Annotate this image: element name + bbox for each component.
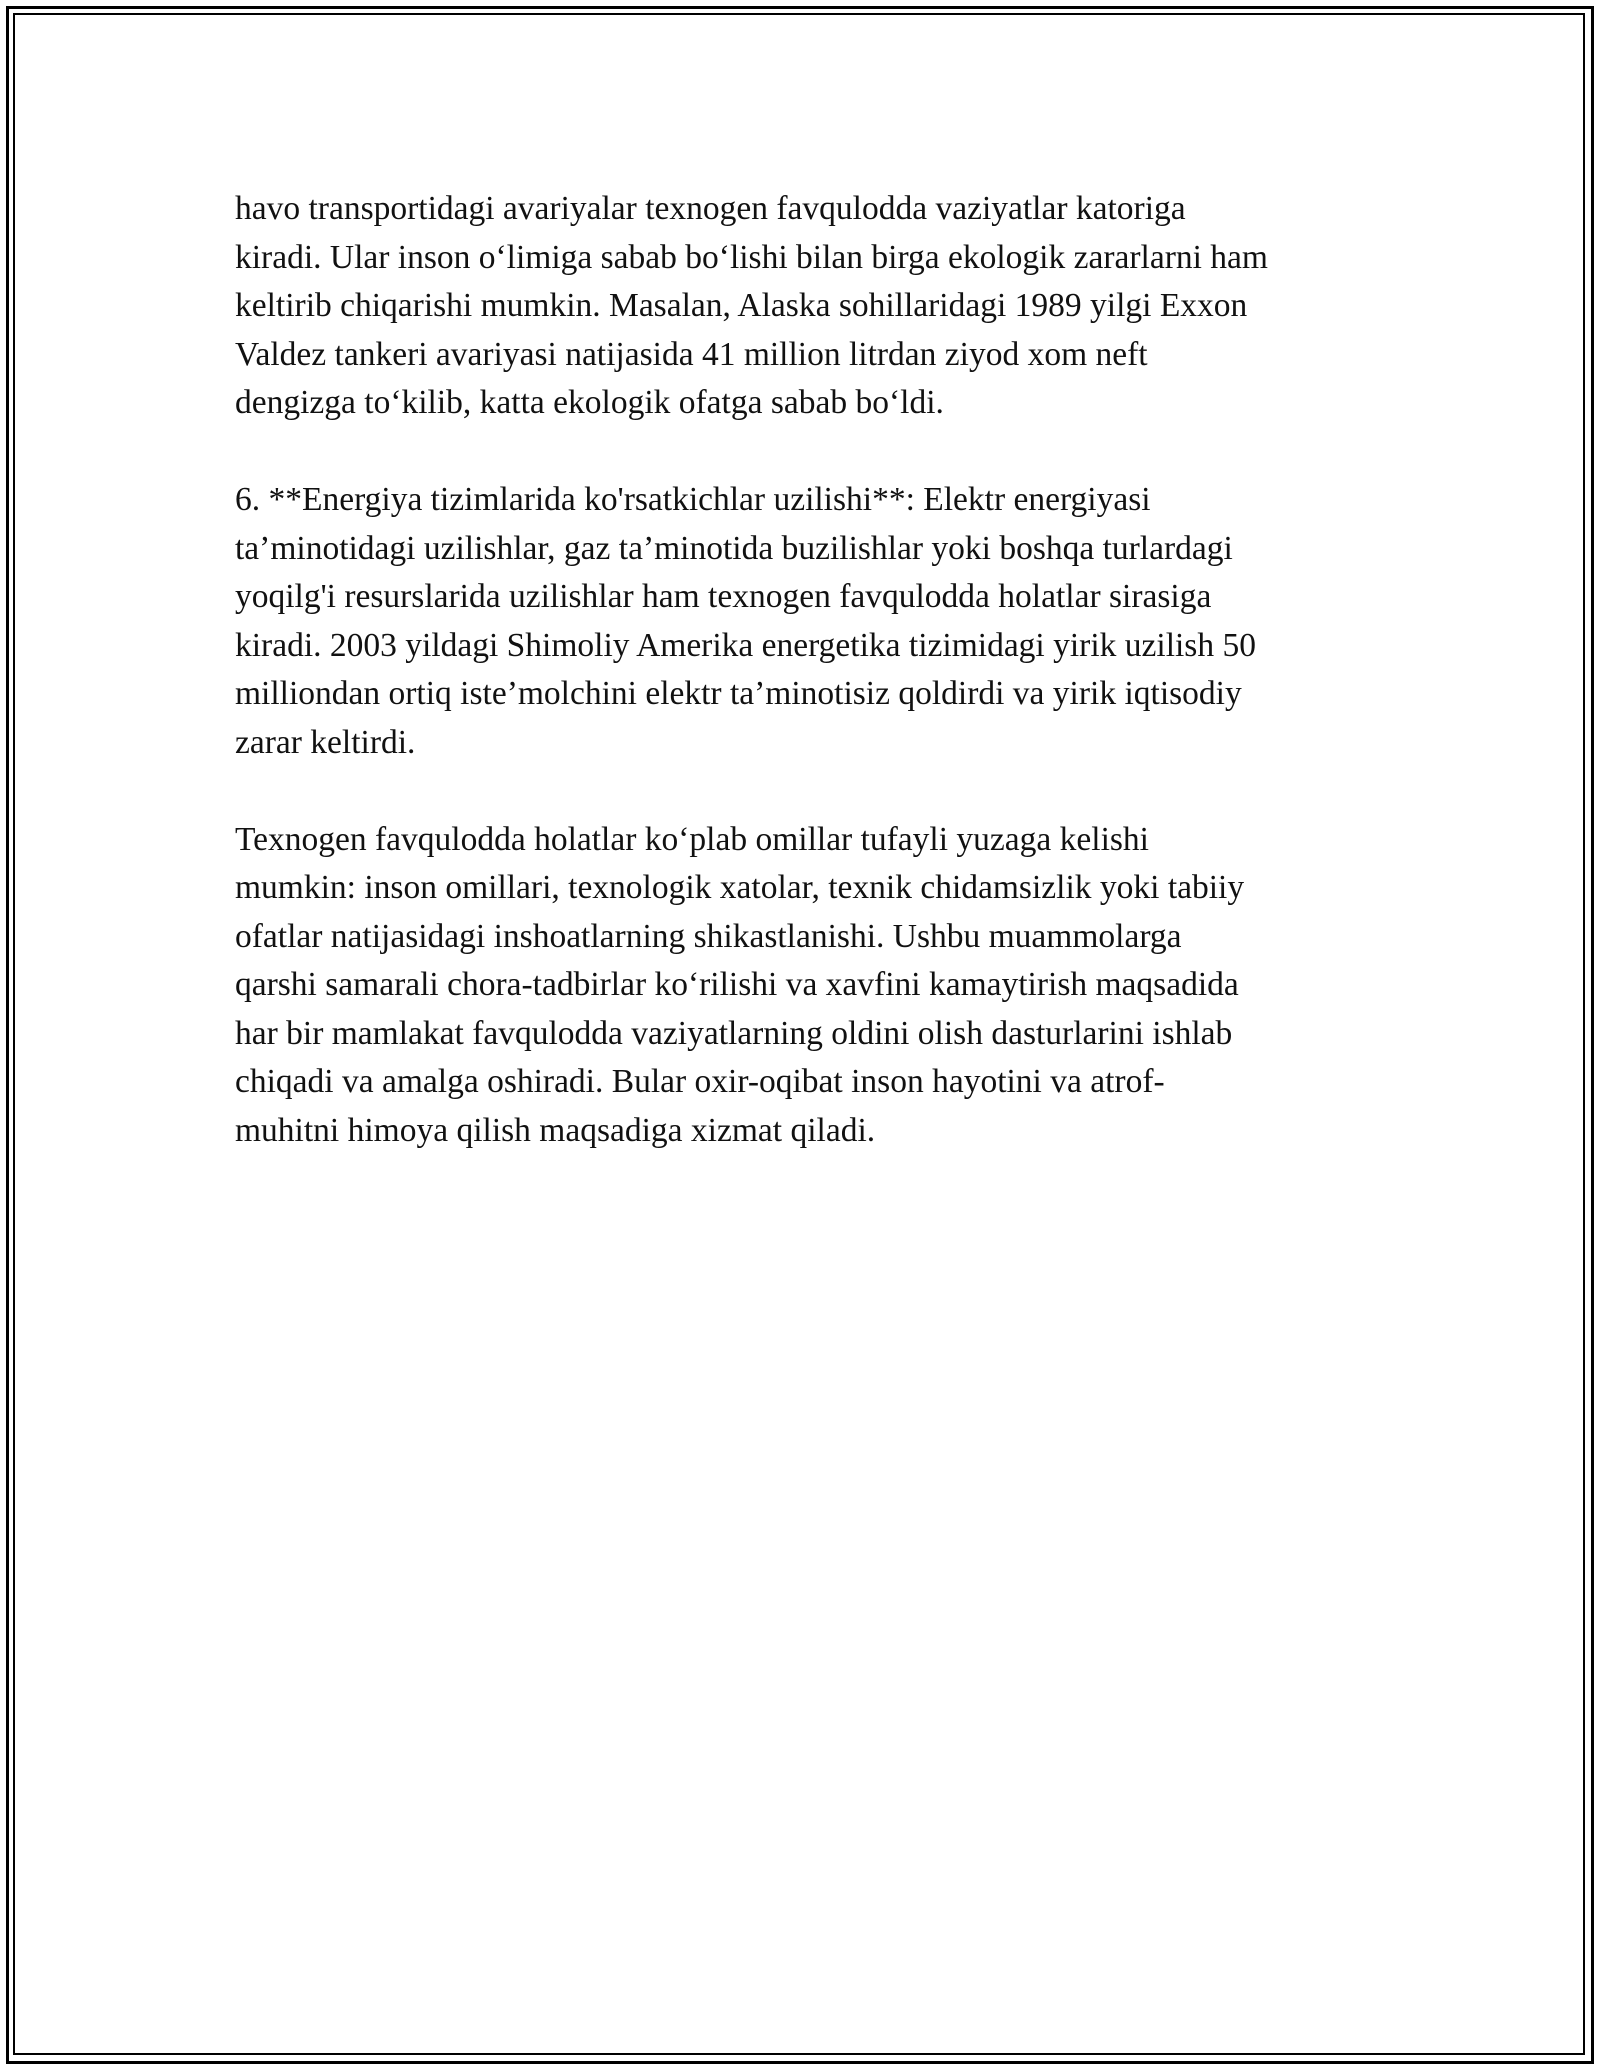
paragraph-air-transport-accidents: havo transportidagi avariyalar texnogen favqulodda vaziyatlar katoriga kiradi. Ular inson o‘limiga sabab bo‘lishi bilan birga ekologik zararlarni ham keltirib chiqarishi mumkin. Masalan, Alaska sohillaridagi 1989 yilgi Exxon Valdez tankeri avariyasi natijasida 41 million litrdan ziyod xom neft dengizga to‘kilib, katta ekologik ofatga sabab bo‘ldi. xyxy=(235,190,1268,421)
paragraph-causes-and-prevention: Texnogen favqulodda holatlar ko‘plab omillar tufayli yuzaga kelishi mumkin: inson omillari, texnologik xatolar, texnik chidamsizlik yoki tabiiy ofatlar natijasidagi inshoatlarning shikastlanishi. Ushbu muammolarga qarshi samarali chora-tadbirlar ko‘rilishi va xavfini kamaytirish maqsadida har bir mamlakat favqulodda vaziyatlarning oldini olish dasturlarini ishlab chiqadi va amalga oshiradi. Bular oxir-oqibat inson hayotini va atrof- muhitni himoya qilish maqsadiga xizmat qiladi. xyxy=(235,820,1245,1149)
paragraph-energy-system-outages: 6. **Energiya tizimlarida ko'rsatkichlar uzilishi**: Elektr energiyasi ta’minotidagi uzilishlar, gaz ta’minotida buzilishlar yoki boshqa turlardagi yoqilg'i resurslarida uzilishlar ham texnogen favqulodda holatlar sirasiga kiradi. 2003 yildagi Shimoliy Amerika energetika tizimidagi yirik uzilish 50 milliondan ortiq iste’molchini elektr ta’minotisiz qoldirdi va yirik iqtisodiy zarar keltirdi. xyxy=(235,481,1256,761)
document-body xyxy=(235,185,1385,1204)
